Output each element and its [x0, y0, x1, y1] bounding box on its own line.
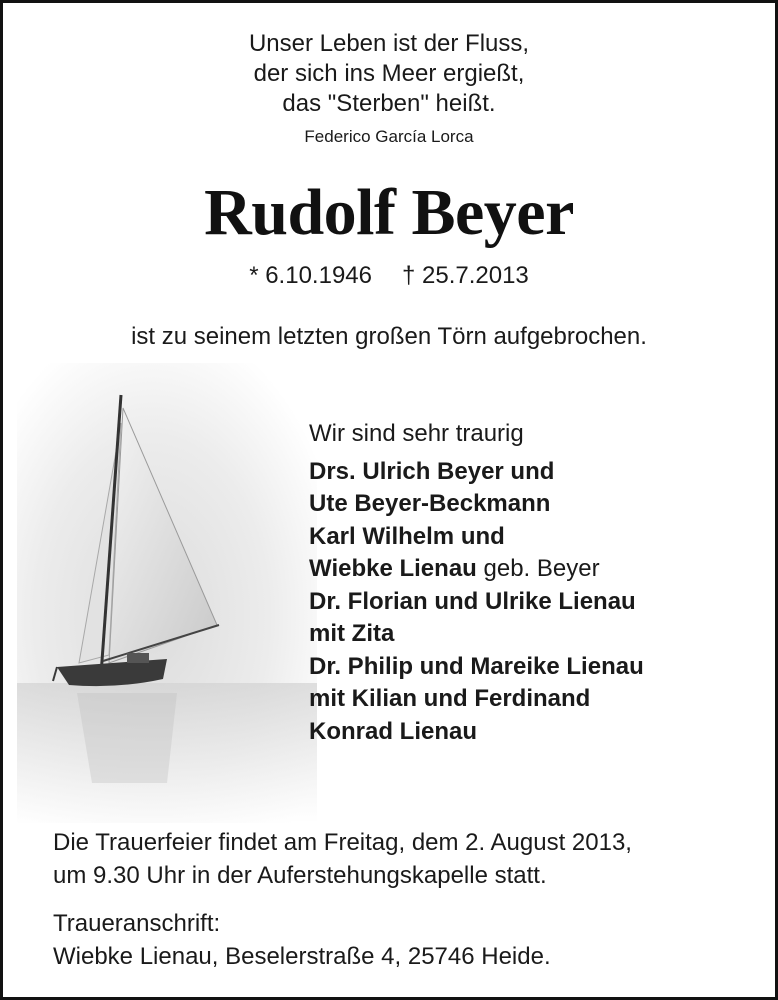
mourner-entry [309, 456, 644, 489]
life-dates [3, 262, 775, 290]
mourner-name: Konrad Lienau [309, 717, 478, 745]
poem [3, 29, 775, 119]
sailboat-icon [17, 363, 317, 823]
ceremony-line: um 9.30 Uhr in der Auferstehungskapelle statt. [53, 862, 547, 889]
mourning-address [53, 907, 551, 973]
mourner-entry [309, 488, 644, 521]
mourner-entry [309, 553, 644, 586]
mourner-name: mit Kilian und Ferdinand [309, 685, 591, 712]
death-date: † 25.7.2013 [401, 262, 529, 289]
mourner-name: Wiebke Lienau [309, 555, 477, 582]
mourner-entry [309, 586, 644, 619]
mourner-name: Drs. Ulrich Beyer und [309, 457, 555, 485]
mourner-name: Karl Wilhelm und [309, 522, 505, 550]
mourner-note: geb. Beyer [476, 555, 600, 582]
address-value: Wiebke Lienau, Beselerstraße 4, 25746 Heide. [53, 943, 551, 970]
journey-text: ist zu seinem letzten großen Törn aufgebrochen. [131, 323, 647, 350]
address-label: Traueranschrift: [53, 910, 221, 937]
mourners-lead: Wir sind sehr traurig [309, 420, 524, 447]
mourner-entry [309, 716, 644, 749]
deceased-name: Rudolf Beyer [204, 176, 574, 249]
mourner-entry [309, 651, 644, 684]
mourner-entry [309, 618, 644, 651]
poem-line: das "Sterben" heißt. [282, 90, 496, 117]
mourner-entry [309, 683, 644, 716]
mourners-list [309, 418, 644, 748]
poem-author: Federico García Lorca [304, 127, 474, 146]
mourner-name: Ute Beyer-Beckmann [309, 490, 551, 517]
mourner-name: Dr. Florian und Ulrike Lienau [309, 587, 636, 615]
poem-line: der sich ins Meer ergießt, [253, 60, 525, 87]
ceremony-line: Die Trauerfeier findet am Freitag, dem 2. August 2013, [53, 829, 632, 856]
mourner-entry [309, 521, 644, 554]
mourner-name: mit Zita [309, 620, 395, 647]
birth-date: * 6.10.1946 [249, 262, 372, 289]
poem-line: Unser Leben ist der Fluss, [248, 30, 530, 57]
mourner-name: Dr. Philip und Mareike Lienau [309, 652, 644, 680]
ceremony-info [53, 826, 632, 892]
